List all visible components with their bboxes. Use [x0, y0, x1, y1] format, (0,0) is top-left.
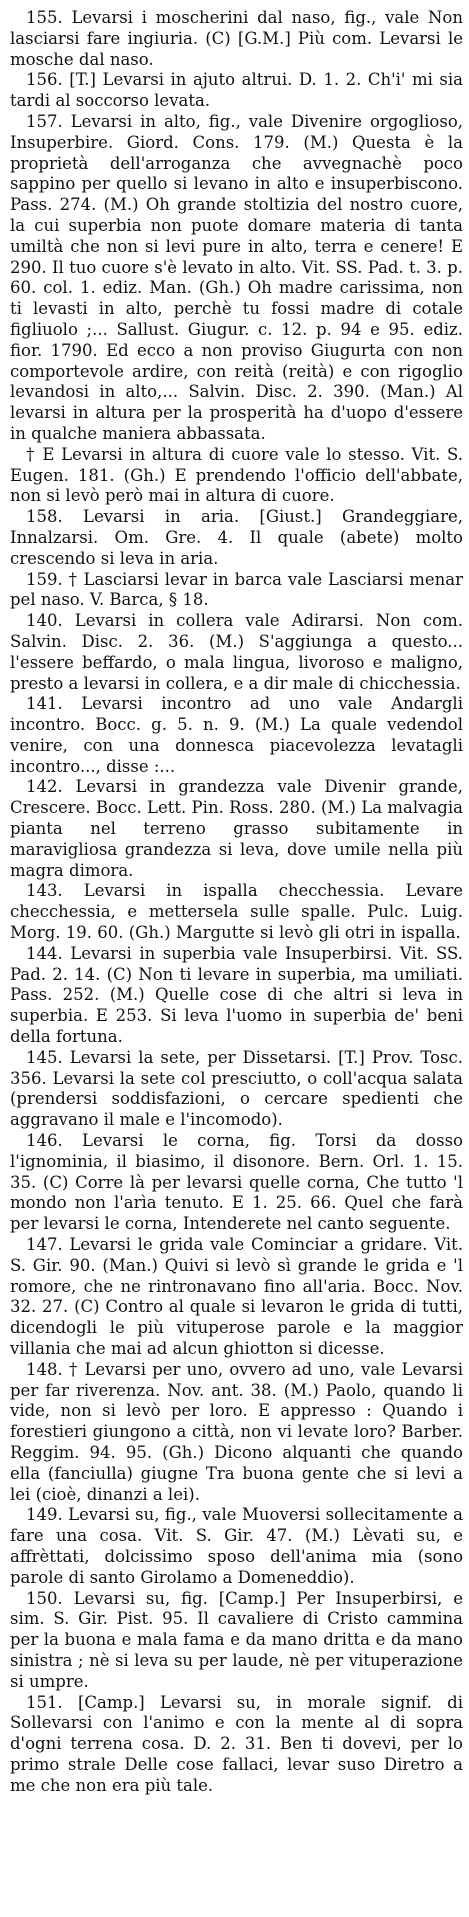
dictionary-entry-144: 144. Levarsi in superbia vale Insuperbirsi. Vit. SS. Pad. 2. 14. (C) Non ti levare in superbia, ma umiliati. Pass. 252. (M.) Quelle cose di che altri si leva in superbia. E 253. Si leva l'uomo in superbia de' beni della fortuna. [10, 943, 463, 1047]
dictionary-entry-155: 155. Levarsi i moscherini dal naso, fig., vale Non lasciarsi fare ingiuria. (C) [G.M.] Più com. Levarsi le mosche dal naso. [10, 8, 463, 69]
dictionary-entry-158: 158. Levarsi in aria. [Giust.] Grandeggiare, Innalzarsi. Om. Gre. 4. Il quale (abete) molto crescendo si leva in aria. [10, 507, 463, 568]
dictionary-entry-140: 140. Levarsi in collera vale Adirarsi. Non com. Salvin. Disc. 2. 36. (M.) S'aggiunga a questo... l'essere beffardo, o mala lingua, livoroso e maligno, presto a levarsi in collera, e a dir male di chicchessia. [10, 611, 463, 693]
dictionary-entry-141: 141. Levarsi incontro ad uno vale Andargli incontro. Bocc. g. 5. n. 9. (M.) La quale vedendol venire, con una donnesca piacevolezza levatagli incontro..., disse :... [10, 694, 463, 776]
dictionary-entry-159: 159. † Lasciarsi levar in barca vale Lasciarsi menar pel naso. V. Barca, § 18. [10, 569, 463, 610]
dictionary-entry-149: 149. Levarsi su, fig., vale Muoversi sollecitamente a fare una cosa. Vit. S. Gir. 47. (M.) Lèvati su, e affrèttati, dolcissimo sposo dell'anima mia (sono parole di santo Girolamo a Domeneddio). [10, 1505, 463, 1587]
dictionary-entry-157: 157. Levarsi in alto, fig., vale Divenire orgoglioso, Insuperbire. Giord. Cons. 179. (M.) Questa è la proprietà dell'arroganza che avvegnachè poco sappino per quello si levano in alto e insuperbiscono. Pass. 274. (M.) Oh grande stoltizia del nostro cuore, la cui superbia non puote domare materia di tanta umiltà che non si levi pure in alto, terra e cenere! E 290. Il tuo cuore s'è levato in alto. Vit. SS. Pad. t. 3. p. 60. col. 1. ediz. Man. (Gh.) Oh madre carissima, non ti levasti in alto, perchè tu fossi madre di cotale figliuolo ;... Sallust. Giugur. c. 12. p. 94 e 95. ediz. fior. 1790. Ed ecco a non proviso Giugurta con non comportevole ardire, con reità (reità) e con rigoglio levandosi in alto,... Salvin. Disc. 2. 390. (Man.) Al levarsi in altura per la prosperità ha d'uopo d'essere in qualche maniera abbassata. [10, 111, 463, 443]
dictionary-entry-150: 150. Levarsi su, fig. [Camp.] Per Insuperbirsi, e sim. S. Gir. Pist. 95. Il cavaliere di Cristo cammina per la buona e mala fama e da mano dritta e da mano sinistra ; nè si leva su per laude, nè per vituperazione si umpre. [10, 1588, 463, 1691]
dictionary-entry-142: 142. Levarsi in grandezza vale Divenir grande, Crescere. Bocc. Lett. Pin. Ross. 280. (M.) La malvagia pianta nel terreno grasso subitamente in maravigliosa grandezza si leva, dove umile nella più magra dimora. [10, 777, 463, 880]
dictionary-entry-143: 143. Levarsi in ispalla checchessia. Levare checchessia, e mettersela sulle spalle. Pulc. Luig. Morg. 19. 60. (Gh.) Margutte si levò gli otri in ispalla. [10, 881, 463, 943]
dictionary-entry-147: 147. Levarsi le grida vale Cominciar a gridare. Vit. S. Gir. 90. (Man.) Quivi si levò sì grande le grida e 'l romore, che ne rintronavano fino all'aria. Bocc. Nov. 32. 27. (C) Contro al quale si levaron le grida di tutti, dicendogli le più vituperose parole e la maggior villania che mai ad alcun ghiotton si dicesse. [10, 1235, 463, 1358]
dictionary-entry-145: 145. Levarsi la sete, per Dissetarsi. [T.] Prov. Tosc. 356. Levarsi la sete col presciutto, o coll'acqua salata (prendersi soddisfazioni, o cercare spedienti che aggravano il male e l'incomodo). [10, 1047, 463, 1130]
dictionary-entry-146: 146. Levarsi le corna, fig. Torsi da dosso l'ignominia, il biasimo, il disonore. Bern. Orl. 1. 15. 35. (C) Corre là per levarsi quelle corna, Che tutto 'l mondo non l'arìa tenuto. E 1. 25. 66. Quel che farà per levarsi le corna, Intenderete nel canto seguente. [10, 1131, 463, 1234]
dictionary-entry-156: 156. [T.] Levarsi in ajuto altrui. D. 1. 2. Ch'i' mi sia tardi al soccorso levata. [10, 70, 463, 111]
dictionary-subentry-altura: † E Levarsi in altura di cuore vale lo stesso. Vit. S. Eugen. 181. (Gh.) E prendendo l'officio dell'abbate, non si levò però mai in altura di cuore. [10, 444, 463, 506]
dictionary-entry-148: 148. † Levarsi per uno, ovvero ad uno, vale Levarsi per far riverenza. Nov. ant. 38. (M.) Paolo, quando li vide, non si levò per loro. E appresso : Quando i forestieri giungono a città, non vi levate loro? Barber. Reggim. 94. 95. (Gh.) Dicono alquanti che quando ella (fanciulla) giugne Tra buona gente che si levi a lei (cioè, dinanzi a lei). [10, 1359, 463, 1504]
dictionary-entry-151: 151. [Camp.] Levarsi su, in morale signif. di Sollevarsi con l'animo e con la mente al di sopra d'ogni terrena cosa. D. 2. 31. Ben ti dovevi, per lo primo strale Delle cose fallaci, levar suso Diretro a me che non era più tale. [10, 1692, 463, 1795]
